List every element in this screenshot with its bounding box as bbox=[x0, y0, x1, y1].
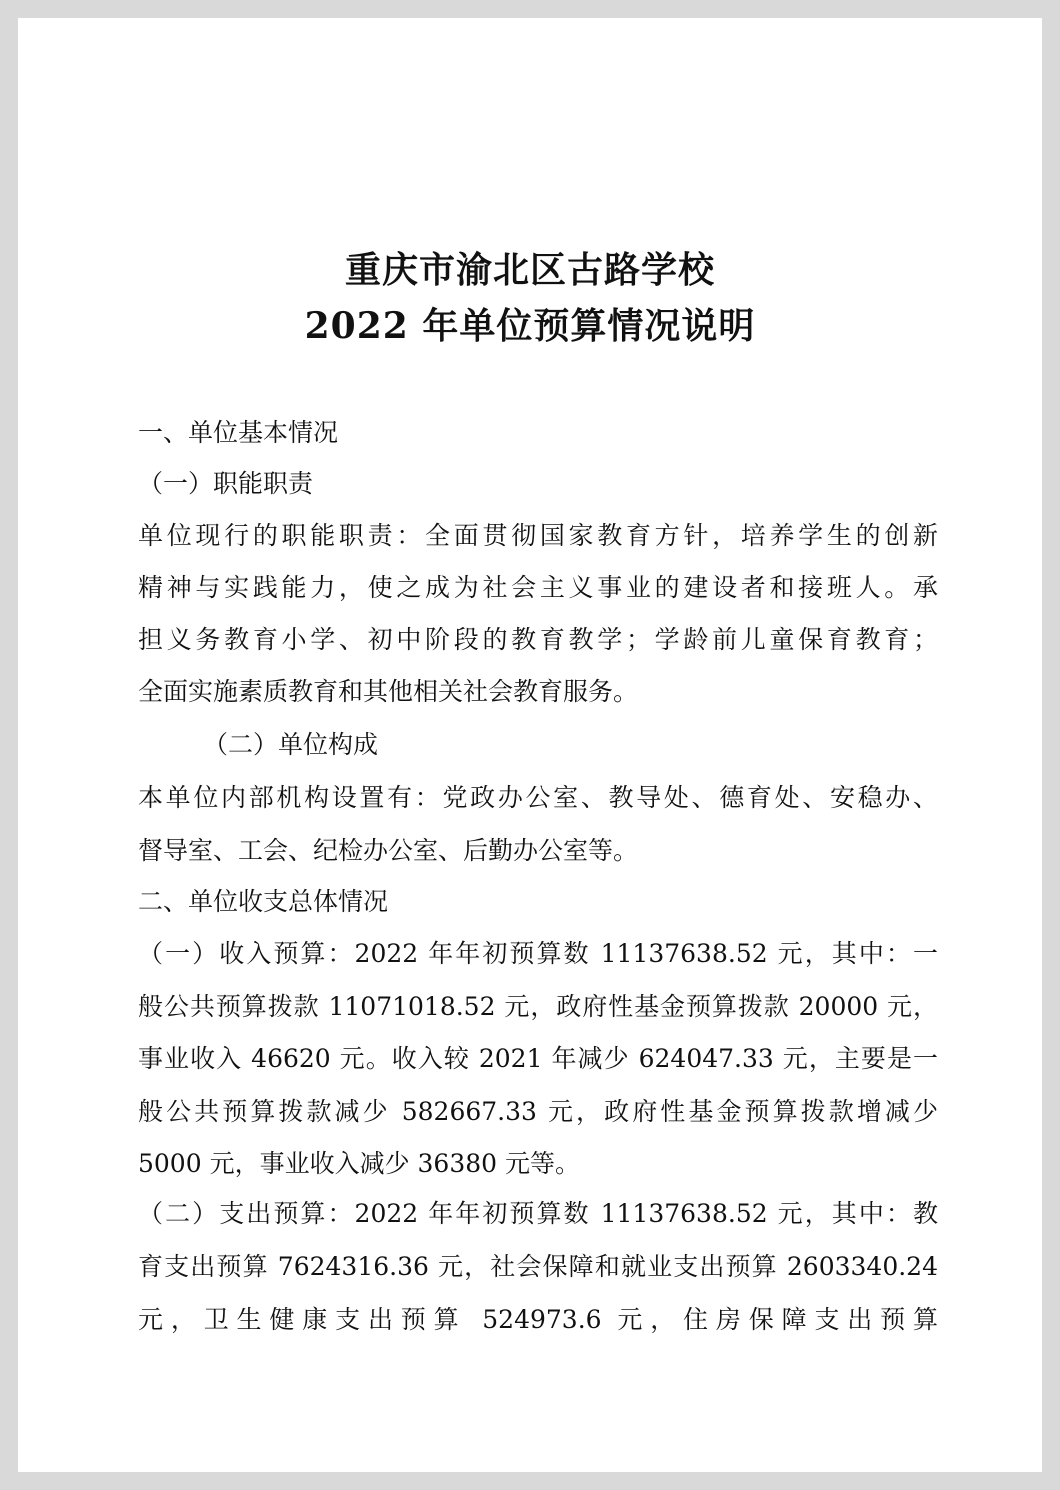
paragraph-line: 担义务教育小学、初中阶段的教育教学；学龄前儿童保育教育； bbox=[138, 625, 938, 654]
paragraph-line: 般公共预算拨款减少 582667.33 元，政府性基金预算拨款增减少 bbox=[138, 1097, 938, 1126]
paragraph-line: （一）收入预算：2022 年年初预算数 11137638.52 元，其中：一 bbox=[138, 939, 938, 968]
document-title-line-1: 重庆市渝北区古路学校 bbox=[344, 249, 715, 291]
paragraph-line: 精神与实践能力，使之成为社会主义事业的建设者和接班人。承 bbox=[138, 573, 938, 602]
document-page bbox=[18, 18, 1042, 1472]
subsection-heading-composition: （二）单位构成 bbox=[203, 730, 379, 759]
paragraph-line: 事业收入 46620 元。收入较 2021 年减少 624047.33 元，主要是一 bbox=[138, 1044, 938, 1073]
paragraph-line: 全面实施素质教育和其他相关社会教育服务。 bbox=[138, 677, 639, 706]
document-title-line-2: 2022 年单位预算情况说明 bbox=[304, 305, 756, 347]
paragraph-line: 般公共预算拨款 11071018.52 元，政府性基金预算拨款 20000 元， bbox=[138, 992, 938, 1021]
section-heading-1: 一、单位基本情况 bbox=[138, 418, 339, 447]
paragraph-line: 督导室、工会、纪检办公室、后勤办公室等。 bbox=[138, 836, 639, 865]
paragraph-line: 元，卫生健康支出预算 524973.6 元，住房保障支出预算 bbox=[138, 1305, 938, 1334]
paragraph-line: 育支出预算 7624316.36 元，社会保障和就业支出预算 2603340.24 bbox=[138, 1252, 938, 1281]
paragraph-line: 5000 元，事业收入减少 36380 元等。 bbox=[138, 1149, 580, 1178]
paragraph-line: 单位现行的职能职责：全面贯彻国家教育方针，培养学生的创新 bbox=[138, 521, 938, 550]
subsection-heading-duties: （一）职能职责 bbox=[138, 469, 314, 498]
paragraph-line: （二）支出预算：2022 年年初预算数 11137638.52 元，其中：教 bbox=[138, 1199, 938, 1228]
paragraph-line: 本单位内部机构设置有：党政办公室、教导处、德育处、安稳办、 bbox=[138, 783, 938, 812]
section-heading-2: 二、单位收支总体情况 bbox=[138, 887, 389, 916]
